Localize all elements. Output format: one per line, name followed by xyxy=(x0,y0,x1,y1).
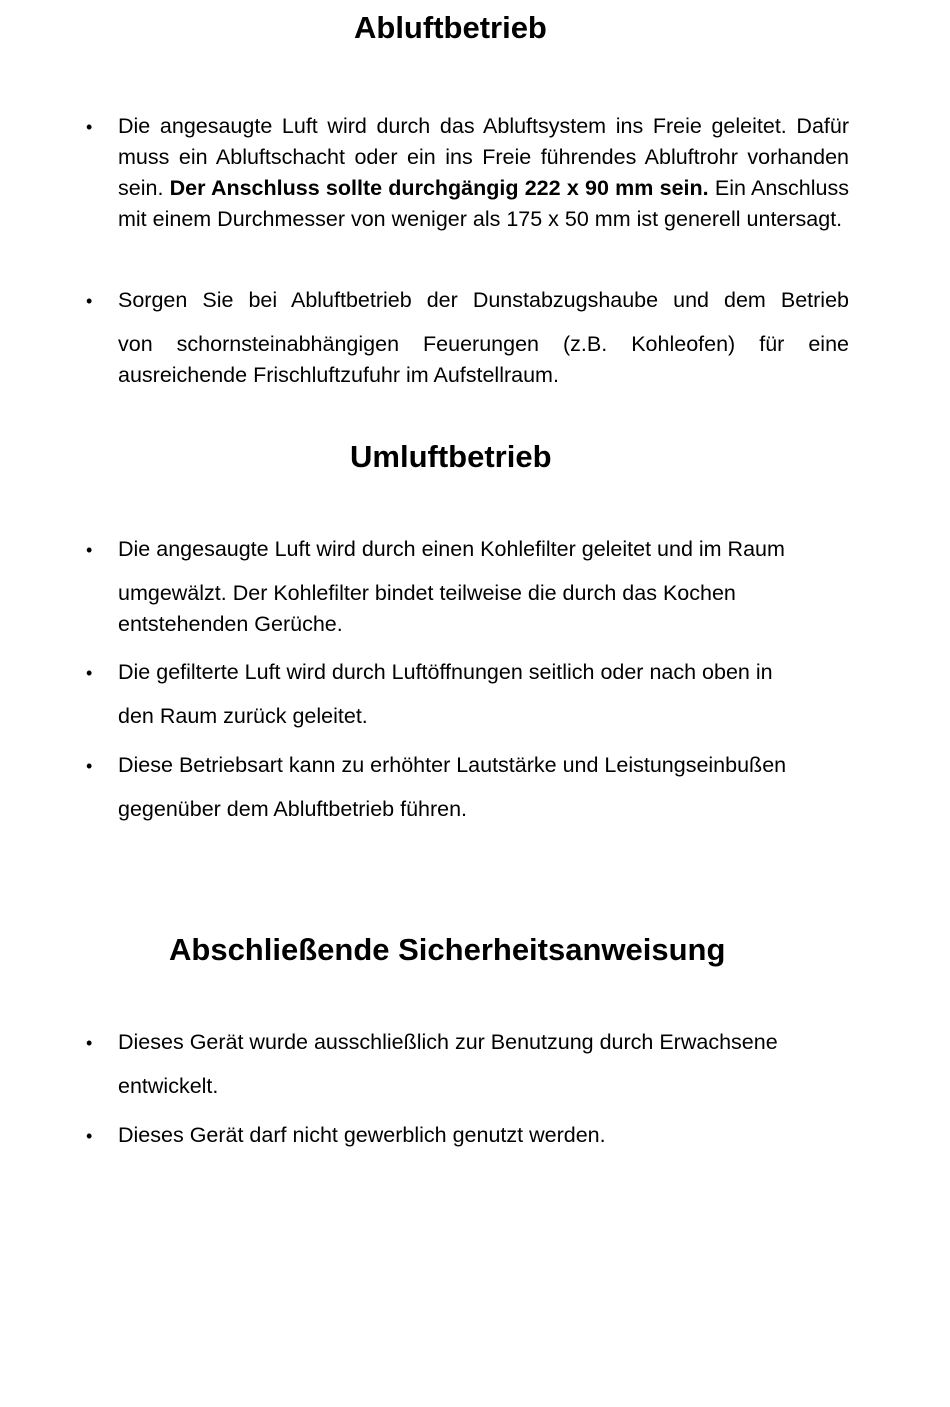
item-line: entwickelt. xyxy=(118,1074,219,1098)
item-line: gegenüber dem Abluftbetrieb führen. xyxy=(118,797,468,821)
item-text: Ein Anschluss mit einem Durchmesser von weniger als 175 x 50 mm ist generell untersagt. xyxy=(118,176,849,231)
item-line: Diese Betriebsart kann zu erhöhter Lautstärke und Leistungseinbußen xyxy=(118,753,787,777)
list-item xyxy=(118,1120,849,1151)
item-line: von schornsteinabhängigen Feuerungen (z.B. Kohleofen) für eine xyxy=(118,332,849,356)
item-text-bold: Der Anschluss sollte durchgängig 222 x 90 mm sein. xyxy=(169,176,709,200)
item-line: Die gefilterte Luft wird durch Luftöffnungen seitlich oder nach oben in xyxy=(118,660,773,684)
list-item xyxy=(118,750,849,825)
item-line: umgewälzt. Der Kohlefilter bindet teilweise die durch das Kochen xyxy=(118,581,736,605)
item-text: Die angesaugte Luft wird durch das Abluftsystem ins Freie geleitet. Dafür muss ein Abluftschacht oder ein ins Freie führendes Abluftrohr vorhanden sein. xyxy=(118,114,849,200)
bullet: • xyxy=(86,117,93,137)
bullet: • xyxy=(86,291,93,311)
item-line: Sorgen Sie bei Abluftbetrieb der Dunstabzugshaube und dem Betrieb xyxy=(118,288,849,312)
item-line: Dieses Gerät darf nicht gewerblich genutzt werden. xyxy=(118,1123,606,1147)
item-line: ausreichende Frischluftzufuhr im Aufstellraum. xyxy=(118,363,559,387)
item-line: Dieses Gerät wurde ausschließlich zur Benutzung durch Erwachsene xyxy=(118,1030,778,1054)
item-line: Die angesaugte Luft wird durch einen Kohlefilter geleitet und im Raum xyxy=(118,537,785,561)
section-heading-abluftbetrieb: Abluftbetrieb xyxy=(354,10,547,45)
section-heading-sicherheitsanweisung: Abschließende Sicherheitsanweisung xyxy=(169,932,726,967)
bullet: • xyxy=(86,540,93,560)
item-line: den Raum zurück geleitet. xyxy=(118,704,368,728)
bullet: • xyxy=(86,663,93,683)
list-item xyxy=(118,534,849,640)
bullet: • xyxy=(86,1126,93,1146)
list-item xyxy=(118,111,849,235)
list-item xyxy=(118,657,849,732)
item-line: entstehenden Gerüche. xyxy=(118,612,343,636)
section-heading-umluftbetrieb: Umluftbetrieb xyxy=(350,439,552,474)
list-item xyxy=(118,1027,849,1102)
list-item xyxy=(118,285,849,391)
bullet: • xyxy=(86,1033,93,1053)
bullet: • xyxy=(86,756,93,776)
